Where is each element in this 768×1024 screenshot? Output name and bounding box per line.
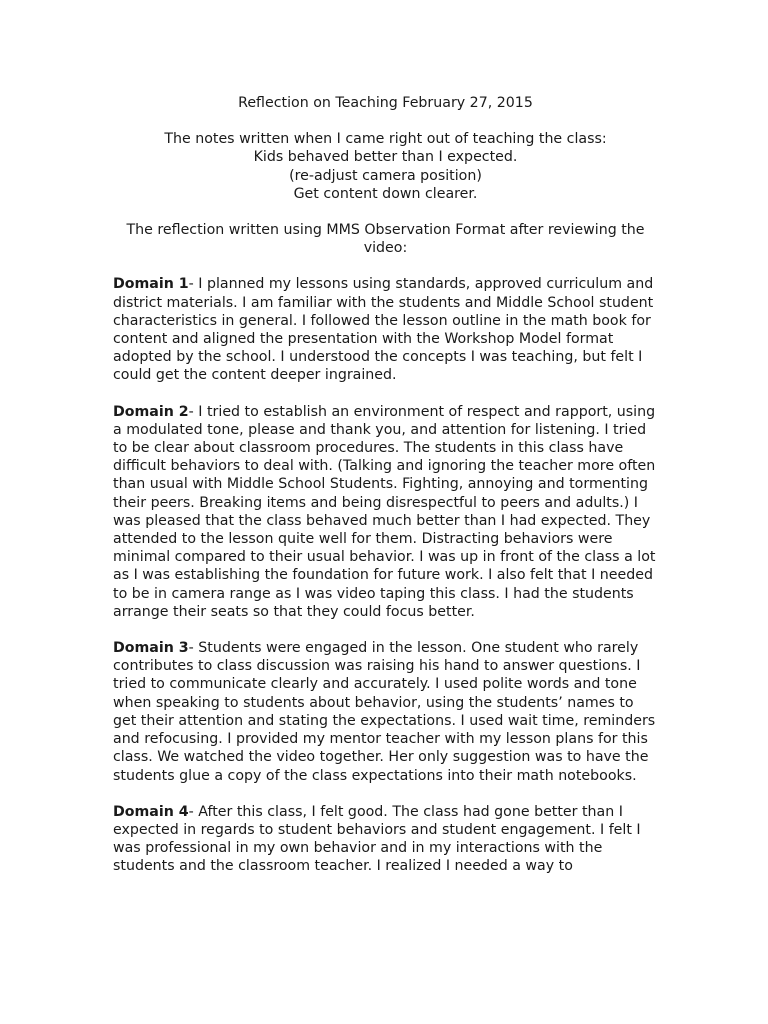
domain-paragraph (113, 803, 658, 876)
domain-label: Domain 4 (113, 803, 189, 820)
notes-heading: The notes written when I came right out of teaching the class: (164, 131, 607, 148)
notes-section (113, 130, 658, 203)
document-title: Reflection on Teaching February 27, 2015 (238, 95, 533, 111)
domain-paragraph (113, 403, 658, 621)
note-item: Kids behaved better than I expected. (253, 149, 518, 166)
domain-text: - I planned my lessons using standards, approved curriculum and district materials. I am familiar with the students and Middle School student characteristics in general. I followed the lesson outline in the math book for content and aligned the presentation with the Workshop Model format adopted by the school. I understood the concepts I was teaching, but felt I could get the content deeper ingrained. (113, 276, 654, 384)
domain-label: Domain 1 (113, 276, 189, 293)
reflection-intro: The reflection written using MMS Observation Format after reviewing the video: (126, 222, 645, 257)
domain-text: - Students were engaged in the lesson. One student who rarely contributes to class discussion was raising his hand to answer questions. I tried to communicate clearly and accurately. I used polite words and tone when speaking to students about behavior, using the students’ names to get their attention and stating the expectations. I used wait time, reminders and refocusing. I provided my mentor teacher with my lesson plans for this class. We watched the video together. Her only suggestion was to have the students glue a copy of the class expectations into their math notebooks. (113, 640, 656, 784)
domain-label: Domain 2 (113, 403, 189, 420)
domain-text: - After this class, I felt good. The class had gone better than I expected in regards to student behaviors and student engagement. I felt I was professional in my own behavior and in my interactions with the students and the classroom teacher. I realized I needed a way to (113, 803, 641, 875)
domain-paragraph (113, 275, 658, 384)
document-page (113, 94, 658, 876)
note-item: (re-adjust camera position) (289, 167, 482, 184)
domain-text: - I tried to establish an environment of respect and rapport, using a modulated tone, please and thank you, and attention for listening. I tried to be clear about classroom procedures. The students in this class have difficult behaviors to deal with. (Talking and ignoring the teacher more often than usual with Middle School Students. Fighting, annoying and tormenting their peers. Breaking items and being disrespectful to peers and adults.) I was pleased that the class behaved much better than I had expected. They attended to the lesson quite well for them. Distracting behaviors were minimal compared to their usual behavior. I was up in front of the class a lot as I was establishing the foundation for future work. I also felt that I needed to be in camera range as I was video taping this class. I had the students arrange their seats so that they could focus better. (113, 403, 656, 620)
domain-label: Domain 3 (113, 640, 189, 657)
domain-paragraph (113, 639, 658, 785)
note-item: Get content down clearer. (293, 185, 478, 202)
